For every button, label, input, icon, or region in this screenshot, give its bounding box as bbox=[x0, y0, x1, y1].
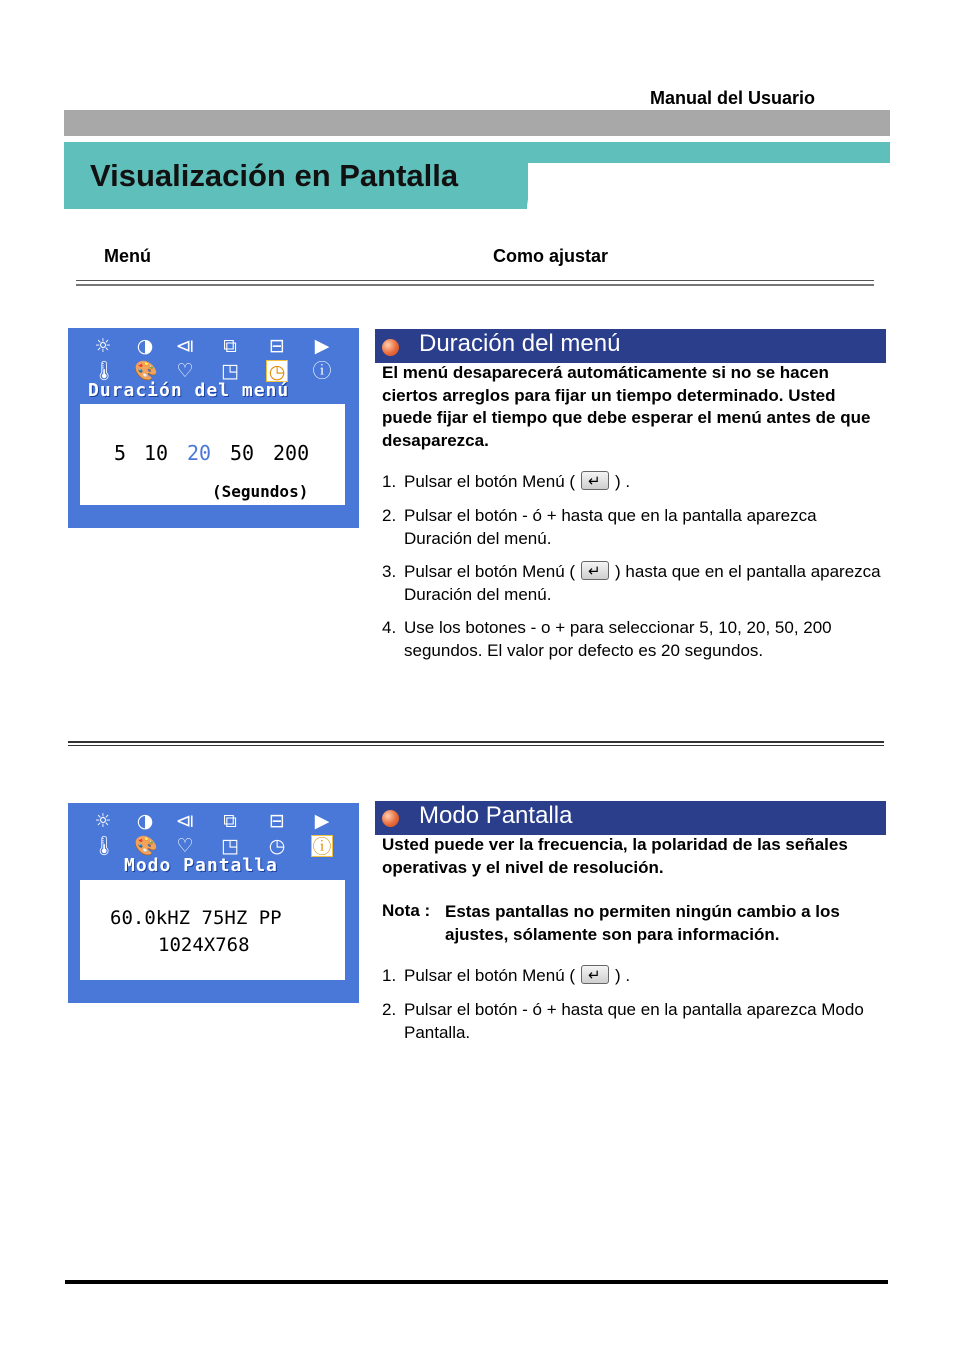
section-title: Duración del menú bbox=[419, 330, 621, 357]
size-icon: ⧉ bbox=[223, 335, 237, 357]
section-header-display-mode bbox=[375, 801, 886, 835]
step-number: 2. bbox=[382, 1000, 397, 1019]
step-text-after: ) . bbox=[615, 966, 631, 985]
bullet-icon bbox=[382, 810, 399, 827]
section-header-menu-duration bbox=[375, 329, 886, 363]
info-icon: ⓘ bbox=[312, 360, 332, 382]
color-temp-icon: 🌡 bbox=[92, 360, 117, 382]
step-text: Use los botones - o + para seleccionar 5, 10, 20, 50, 200 segundos. El valor por defecto es 20 segundos. bbox=[404, 618, 832, 660]
position-icon: ⧏ bbox=[175, 335, 195, 357]
osd-position-icon: ⊟ bbox=[269, 810, 285, 832]
osd-resolution: 1024X768 bbox=[158, 934, 250, 956]
osd-label: Modo Pantalla bbox=[124, 855, 278, 876]
osd-value: 5 bbox=[114, 441, 127, 465]
title-tab-extension bbox=[527, 145, 890, 163]
page-title: Visualización en Pantalla bbox=[90, 158, 459, 193]
step-number: 1. bbox=[382, 472, 397, 491]
moire-icon: ♡ bbox=[176, 835, 194, 857]
step-number: 2. bbox=[382, 506, 397, 525]
osd-value-box bbox=[80, 404, 345, 505]
enter-key-icon bbox=[581, 965, 609, 984]
step-text: Pulsar el botón - ó + hasta que en la pantalla aparezca Duración del menú. bbox=[404, 506, 817, 548]
moire-icon: ♡ bbox=[176, 360, 194, 382]
color-palette-icon: 🎨 bbox=[134, 835, 158, 857]
enter-key-icon bbox=[581, 471, 609, 490]
osd-screenshot-display-mode bbox=[68, 803, 359, 1003]
osd-unit: (Segundos) bbox=[212, 482, 309, 501]
section-intro: Usted puede ver la frecuencia, la polaridad de las señales operativas y el nivel de resolución. bbox=[382, 835, 848, 877]
enter-key-icon bbox=[581, 561, 609, 580]
header-rule bbox=[76, 280, 874, 281]
osd-screenshot-menu-duration bbox=[68, 328, 359, 528]
video-icon: ▶ bbox=[314, 335, 330, 357]
step-text bbox=[404, 471, 887, 494]
osd-value: 200 bbox=[273, 441, 310, 465]
column-header-menu: Menú bbox=[104, 246, 151, 266]
step-number: 3. bbox=[382, 562, 397, 581]
step-text bbox=[404, 965, 887, 988]
osd-position-icon: ⊟ bbox=[269, 335, 285, 357]
step-text-after: ) . bbox=[615, 472, 631, 491]
osd-icon-grid bbox=[68, 328, 359, 384]
section-title: Modo Pantalla bbox=[419, 802, 573, 829]
step-text-before: Pulsar el botón Menú ( bbox=[404, 472, 576, 491]
osd-info-box bbox=[80, 880, 345, 980]
note-label: Nota : bbox=[382, 901, 431, 920]
column-header-how-to: Como ajustar bbox=[493, 246, 609, 266]
contrast-icon: ◑ bbox=[136, 810, 154, 832]
size-icon: ⧉ bbox=[223, 810, 237, 832]
clock-icon: ◷ bbox=[266, 360, 288, 382]
language-icon: ◳ bbox=[221, 835, 239, 857]
header-rule bbox=[76, 284, 874, 286]
section-intro: El menú desaparecerá automáticamente si no se hacen ciertos arreglos para fijar un tiempo determinado. Usted puede fijar el tiempo que debe esperar el menú antes de que desaparezca. bbox=[382, 363, 871, 450]
osd-label: Duración del menú bbox=[88, 380, 290, 401]
note-text: Estas pantallas no permiten ningún cambio a los ajustes, sólamente son para información. bbox=[445, 902, 840, 944]
step-text bbox=[404, 561, 887, 606]
clock-icon: ◷ bbox=[268, 835, 286, 857]
video-icon: ▶ bbox=[314, 810, 330, 832]
title-tab-curve bbox=[527, 163, 587, 209]
contrast-icon: ◑ bbox=[136, 335, 154, 357]
brightness-icon: ☼ bbox=[94, 810, 112, 832]
bullet-icon bbox=[382, 339, 399, 356]
step-number: 4. bbox=[382, 618, 397, 637]
footer-rule bbox=[65, 1280, 888, 1284]
brightness-icon: ☼ bbox=[94, 335, 112, 357]
color-palette-icon: 🎨 bbox=[134, 360, 158, 382]
osd-value: 50 bbox=[230, 441, 255, 465]
position-icon: ⧏ bbox=[175, 810, 195, 832]
step-text-before: Pulsar el botón Menú ( bbox=[404, 562, 576, 581]
osd-icon-grid bbox=[68, 803, 359, 859]
info-icon: ⓘ bbox=[312, 836, 332, 858]
section-separator bbox=[68, 741, 884, 743]
step-number: 1. bbox=[382, 966, 397, 985]
osd-frequency: 60.0kHZ 75HZ PP bbox=[110, 907, 282, 929]
osd-value-selected: 20 bbox=[187, 441, 212, 465]
step-text-before: Pulsar el botón Menú ( bbox=[404, 966, 576, 985]
language-icon: ◳ bbox=[221, 360, 239, 382]
step-text: Pulsar el botón - ó + hasta que en la pantalla aparezca Modo Pantalla. bbox=[404, 1000, 864, 1042]
osd-value: 10 bbox=[144, 441, 169, 465]
color-temp-icon: 🌡 bbox=[92, 835, 117, 857]
manual-title: Manual del Usuario bbox=[650, 88, 816, 108]
header-gray-bar bbox=[64, 110, 890, 136]
step-text-after: ) hasta que en el pantalla aparezca Duración del menú. bbox=[404, 562, 881, 604]
section-separator bbox=[68, 745, 884, 746]
